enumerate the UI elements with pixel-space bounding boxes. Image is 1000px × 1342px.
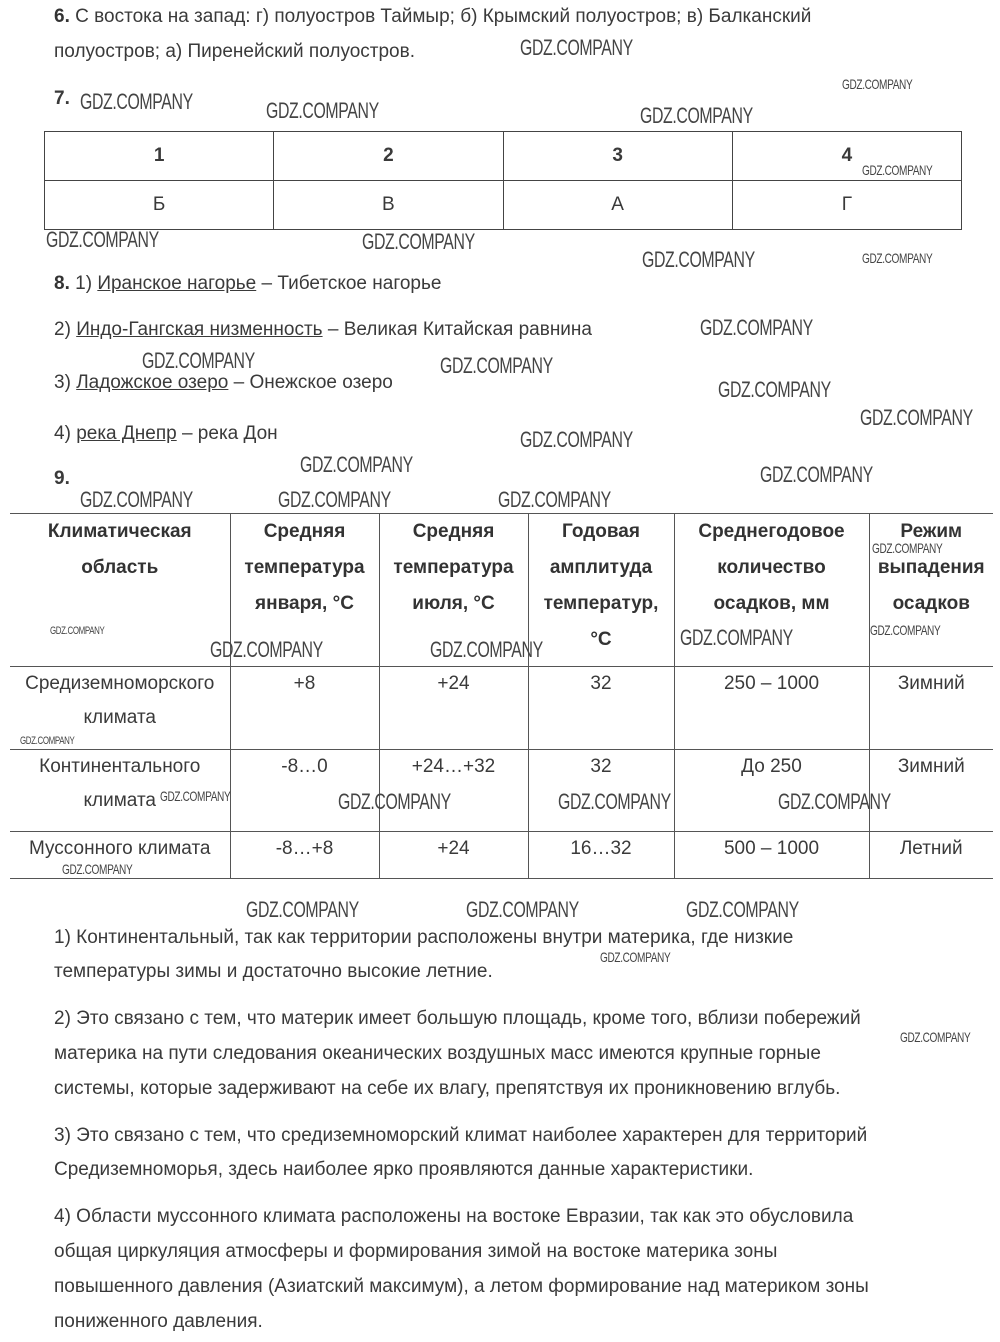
table-header: Среднегодовое количество осадков, мм: [674, 514, 869, 667]
table-cell: -8…0: [230, 750, 379, 832]
watermark: GDZ.COMPANY: [520, 35, 633, 60]
q7-answer-table: [44, 131, 962, 230]
watermark: GDZ.COMPANY: [300, 452, 413, 477]
table-cell: +24: [379, 667, 528, 750]
underlined-term: Ладожское озеро: [76, 372, 229, 393]
watermark: GDZ.COMPANY: [80, 487, 193, 512]
q6-line-1: [54, 6, 811, 28]
watermark: GDZ.COMPANY: [872, 540, 943, 556]
paired-term: – Онежское озеро: [228, 372, 393, 393]
watermark: GDZ.COMPANY: [778, 789, 891, 814]
table-row: [10, 667, 993, 750]
table-cell: А: [503, 181, 732, 230]
table-cell: Летний: [869, 832, 993, 879]
q6-line-2: полуостров; а) Пиренейский полуостров.: [54, 41, 415, 62]
table-cell: +8: [230, 667, 379, 750]
watermark: GDZ.COMPANY: [640, 103, 753, 128]
table-cell: 500 – 1000: [674, 832, 869, 879]
watermark: GDZ.COMPANY: [266, 98, 379, 123]
table-header: 4: [732, 132, 961, 181]
table-cell: Г: [732, 181, 961, 230]
answer-line: 4) Области муссонного климата расположены на востоке Евразии, так как это обусловила: [54, 1206, 854, 1227]
answer-line: 1) Континентальный, так как территории расположены внутри материка, где низкие: [54, 927, 794, 948]
item-prefix: 4): [54, 423, 77, 444]
watermark: GDZ.COMPANY: [440, 353, 553, 378]
answer-line: системы, которые задерживают на себе их влагу, препятствуя их проникновению вглубь.: [54, 1078, 841, 1099]
table-cell: Муссонного климата: [28, 838, 211, 859]
watermark: GDZ.COMPANY: [642, 247, 755, 272]
table-cell: +24…+32: [379, 750, 528, 832]
answer-line: 3) Это связано с тем, что средиземноморский климат наиболее характерен для территорий: [54, 1125, 868, 1146]
answer-line: температуры зимы и достаточно высокие летние.: [54, 961, 493, 982]
q9-number: 9.: [54, 468, 70, 489]
watermark: GDZ.COMPANY: [842, 76, 913, 92]
table-cell: 32: [528, 667, 674, 750]
paired-term: – Великая Китайская равнина: [322, 319, 592, 340]
watermark: GDZ.COMPANY: [210, 637, 323, 662]
table-cell: Зимний: [869, 667, 993, 750]
table-cell: 32: [528, 750, 674, 832]
underlined-term: Индо-Гангская низменность: [76, 319, 323, 340]
table-header: Климатическая область: [47, 521, 192, 578]
table-header: Режим выпадения осадков: [869, 514, 993, 667]
q7-number: 7.: [54, 88, 70, 109]
watermark: GDZ.COMPANY: [870, 622, 941, 638]
table-cell: В: [274, 181, 503, 230]
table-cell: -8…+8: [230, 832, 379, 879]
watermark: GDZ.COMPANY: [600, 949, 671, 965]
underlined-term: река Днепр: [76, 423, 177, 444]
table-header: Средняя температура июля, °C: [379, 514, 528, 667]
q8-item: [54, 273, 441, 295]
item-prefix: 1): [75, 273, 98, 294]
watermark: GDZ.COMPANY: [142, 348, 255, 373]
table-header: 3: [503, 132, 732, 181]
watermark: GDZ.COMPANY: [860, 405, 973, 430]
watermark: GDZ.COMPANY: [558, 789, 671, 814]
table-header: 1: [45, 132, 274, 181]
watermark: GDZ.COMPANY: [278, 487, 391, 512]
table-row: [45, 132, 962, 181]
watermark: GDZ.COMPANY: [338, 789, 451, 814]
watermark: GDZ.COMPANY: [160, 788, 231, 804]
watermark: GDZ.COMPANY: [246, 897, 359, 922]
watermark: GDZ.COMPANY: [900, 1029, 971, 1045]
watermark: GDZ.COMPANY: [520, 427, 633, 452]
watermark: GDZ.COMPANY: [700, 315, 813, 340]
watermark: GDZ.COMPANY: [862, 162, 933, 178]
watermark: GDZ.COMPANY: [20, 735, 75, 747]
watermark: GDZ.COMPANY: [80, 89, 193, 114]
table-cell: Зимний: [869, 750, 993, 832]
table-cell: +24: [379, 832, 528, 879]
watermark: GDZ.COMPANY: [718, 377, 831, 402]
table-cell: До 250: [674, 750, 869, 832]
q8-item: [54, 319, 592, 341]
table-header: Средняя температура января, °C: [230, 514, 379, 667]
paired-term: – Тибетское нагорье: [256, 273, 442, 294]
answer-line: Средиземноморья, здесь наиболее ярко проявляются данные характеристики.: [54, 1159, 754, 1180]
item-prefix: 2): [54, 319, 77, 340]
table-cell: Континентального климата: [39, 756, 201, 811]
table-cell: 16…32: [528, 832, 674, 879]
table-cell: 250 – 1000: [674, 667, 869, 750]
table-cell: Б: [45, 181, 274, 230]
table-header: 2: [274, 132, 503, 181]
table-header: Годовая амплитуда температур, °C: [528, 514, 674, 667]
q6-number: 6.: [54, 6, 70, 27]
q8-item: [54, 423, 278, 445]
answer-line: материка на пути следования океанических воздушных масс имеются крупные горные: [54, 1043, 821, 1064]
item-prefix: 3): [54, 372, 77, 393]
table-row: [10, 832, 993, 879]
q8-item: [54, 372, 393, 394]
watermark: GDZ.COMPANY: [62, 861, 133, 877]
answer-line: повышенного давления (Азиатский максимум), а летом формирование над материком зоны: [54, 1276, 869, 1297]
watermark: GDZ.COMPANY: [430, 637, 543, 662]
watermark: GDZ.COMPANY: [466, 897, 579, 922]
table-row: [45, 181, 962, 230]
watermark: GDZ.COMPANY: [362, 229, 475, 254]
climate-table: [10, 513, 993, 879]
watermark: GDZ.COMPANY: [46, 227, 159, 252]
answer-line: 2) Это связано с тем, что материк имеет большую площадь, кроме того, вблизи побережий: [54, 1008, 861, 1029]
q6-text: С востока на запад: г) полуостров Таймыр; б) Крымский полуостров; в) Балканский: [69, 6, 812, 27]
watermark: GDZ.COMPANY: [50, 625, 105, 637]
watermark: GDZ.COMPANY: [862, 250, 933, 266]
watermark: GDZ.COMPANY: [686, 897, 799, 922]
watermark: GDZ.COMPANY: [680, 625, 793, 650]
watermark: GDZ.COMPANY: [498, 487, 611, 512]
watermark: GDZ.COMPANY: [760, 462, 873, 487]
answer-line: общая циркуляция атмосферы и формирования зимой на востоке материка зоны: [54, 1241, 778, 1262]
underlined-term: Иранское нагорье: [97, 273, 257, 294]
q8-number: 8.: [54, 273, 70, 294]
paired-term: – река Дон: [176, 423, 278, 444]
table-cell: Средиземноморского климата: [25, 673, 215, 728]
answer-line: пониженного давления.: [54, 1311, 263, 1332]
